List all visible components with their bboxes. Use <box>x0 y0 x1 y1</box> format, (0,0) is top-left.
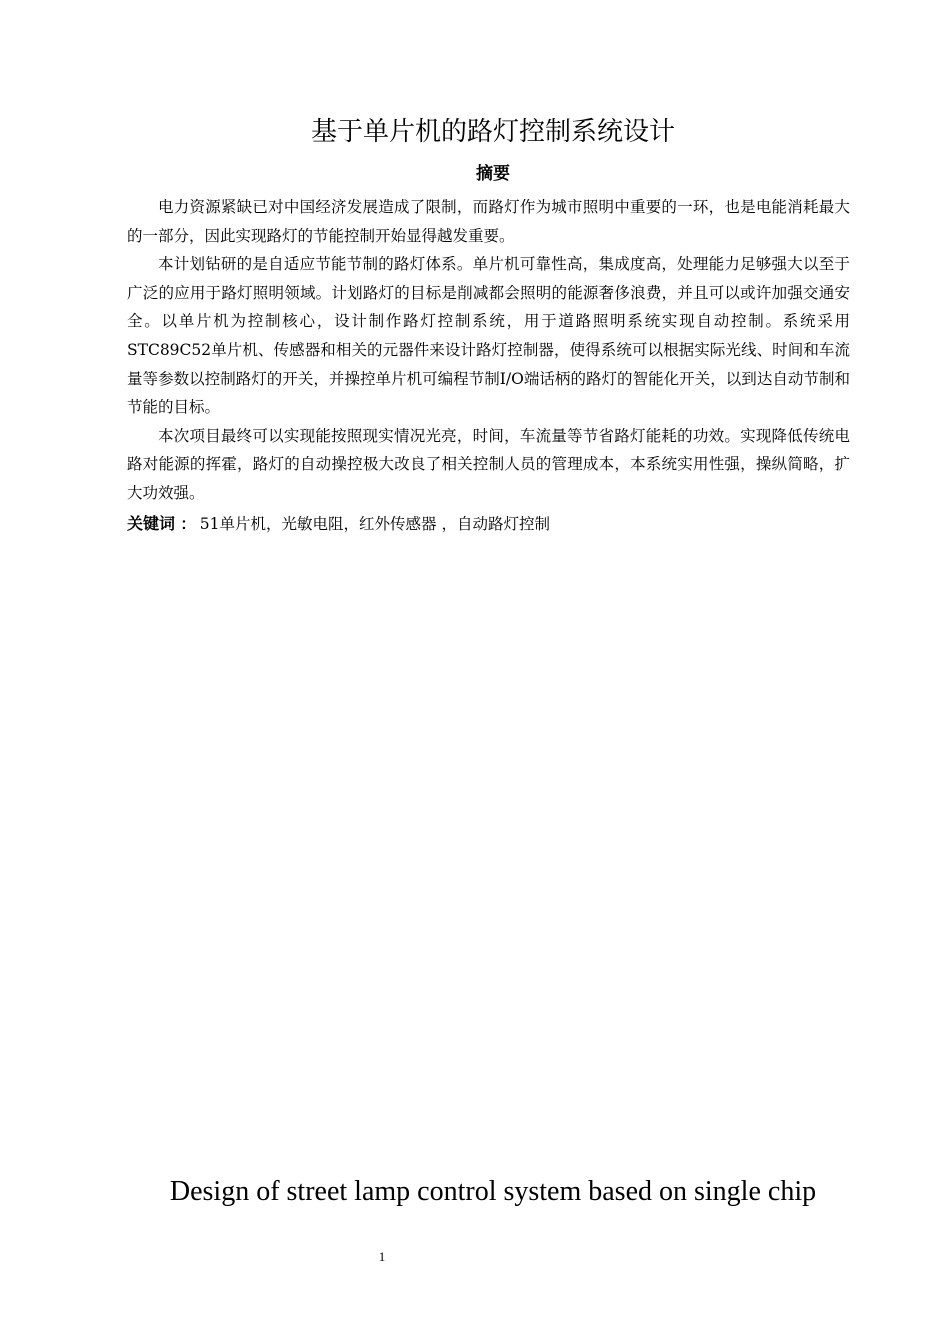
document-title: 基于单片机的路灯控制系统设计 <box>310 117 675 147</box>
abstract-paragraph-1: 电力资源紧缺已对中国经济发展造成了限制，而路灯作为城市照明中重要的一环，也是电能消耗最大的一部分，因此实现路灯的节能控制开始显得越发重要。 <box>127 198 850 245</box>
keywords-line <box>127 511 850 538</box>
abstract-body <box>127 193 850 508</box>
page-number: 1 <box>378 1249 386 1264</box>
keywords-separator: ： <box>175 515 196 533</box>
abstract-heading: 摘要 <box>476 164 510 184</box>
abstract-paragraph-2: 本计划钻研的是自适应节能节制的路灯体系。单片机可靠性高，集成度高，处理能力足够强大以至于广泛的应用于路灯照明领域。计划路灯的目标是削减都会照明的能源奢侈浪费，并且可以或许加强交通安全。以单片机为控制核心，设计制作路灯控制系统，用于道路照明系统实现自动控制。系统采用STC89C52单片机、传感器和相关的元器件来设计路灯控制器，使得系统可以根据实际光线、时间和车流量等参数以控制路灯的开关，并操控单片机可编程节制I/O端话柄的路灯的智能化开关，以到达自动节制和节能的目标。 <box>127 255 850 417</box>
keywords-label: 关键词 <box>127 514 176 533</box>
abstract-paragraph-3: 本次项目最终可以实现能按照现实情况光亮，时间，车流量等节省路灯能耗的功效。实现降低传统电路对能源的挥霍，路灯的自动操控极大改良了相关控制人员的管理成本，本系统实用性强，操纵简略，扩大功效强。 <box>127 426 850 502</box>
keywords-value: 51单片机，光敏电阻，红外传感器 ，自动路灯控制 <box>199 515 550 533</box>
english-title: Design of street lamp control system based on single chip <box>169 1176 817 1207</box>
